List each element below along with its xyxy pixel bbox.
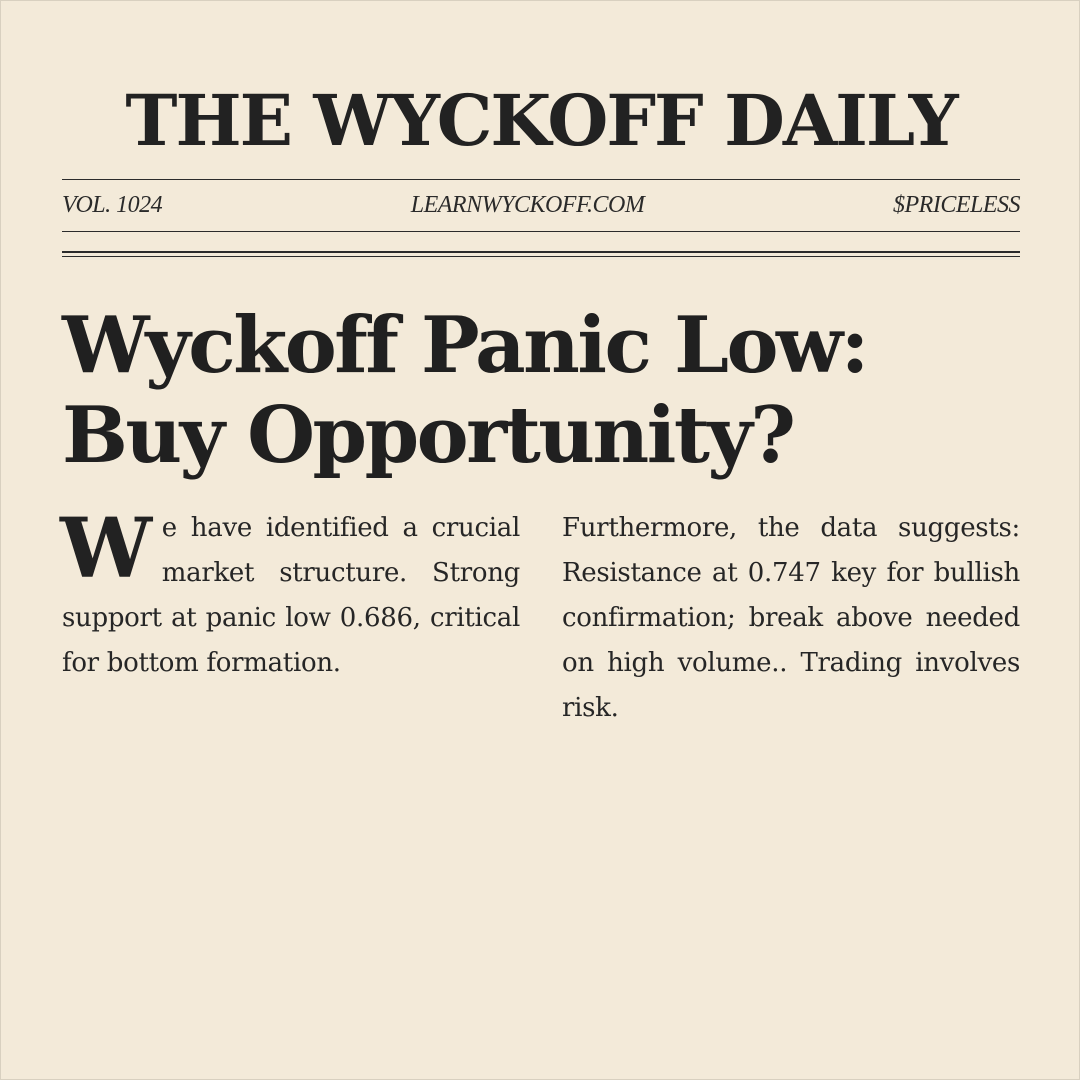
article-headline [62, 301, 1020, 481]
masthead-info-bar [62, 189, 1020, 221]
headline-line-1: Wyckoff Panic Low: [62, 300, 867, 391]
article-column-1 [60, 501, 520, 731]
masthead-top-rule [62, 179, 1020, 180]
website-label: LEARNWYCKOFF.COM [410, 191, 645, 218]
headline-line-2: Buy Opportunity? [62, 390, 794, 481]
drop-cap: W [60, 501, 152, 597]
price-label: $PRICELESS [893, 191, 1020, 218]
article-columns [60, 501, 1020, 731]
double-rule-top [62, 251, 1020, 253]
masthead-title: THE WYCKOFF DAILY [125, 79, 957, 162]
article-column-2: Furthermore, the data suggests: Resistance at 0.747 key for bullish confirmation; break above needed on high volume.. Trading involves risk. [562, 513, 1020, 723]
info-bottom-rule [62, 231, 1020, 232]
column-1-text: e have identified a crucial market structure. Strong support at panic low 0.686, critical for bottom formation. [62, 513, 520, 678]
volume-label: VOL. 1024 [62, 191, 163, 218]
double-rule-bottom [62, 256, 1020, 257]
